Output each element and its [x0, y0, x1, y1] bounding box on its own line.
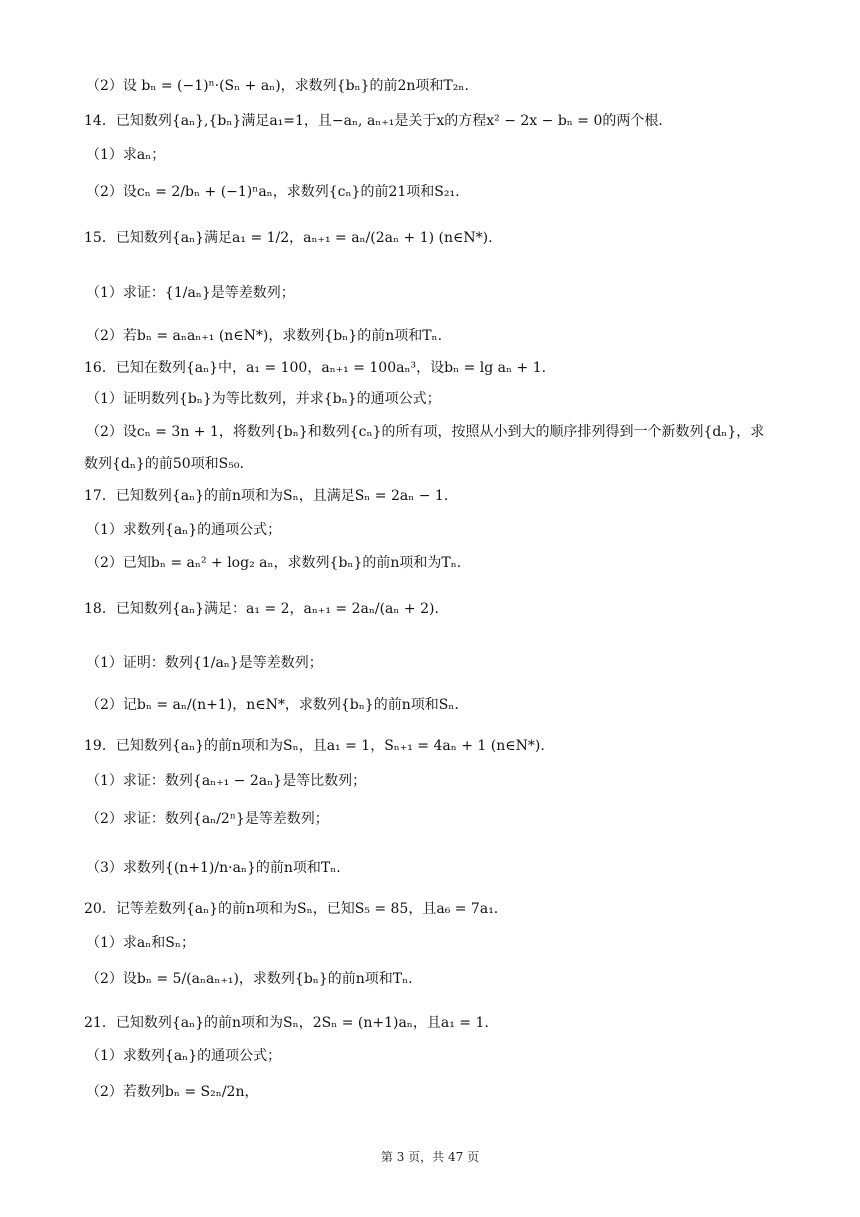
- problem-15: 15．已知数列{aₙ}满足a₁ = 1/2，aₙ₊₁ = aₙ/(2aₙ + 1) (n∈N*).: [84, 230, 493, 246]
- problem-17: 17．已知数列{aₙ}的前n项和为Sₙ，且满足Sₙ = 2aₙ − 1.: [84, 488, 449, 504]
- text-line: （1）求aₙ；: [86, 147, 166, 163]
- text-line: （2）求证：数列{aₙ/2ⁿ}是等差数列；: [86, 811, 329, 827]
- text-line: （1）求数列{aₙ}的通项公式；: [86, 522, 282, 538]
- problem-19: 19．已知数列{aₙ}的前n项和为Sₙ，且a₁ = 1，Sₙ₊₁ = 4aₙ + 1 (n∈N*).: [84, 738, 545, 754]
- page-footer: 第 3 页，共 47 页: [380, 1150, 480, 1164]
- problem-20: 20．记等差数列{aₙ}的前n项和为Sₙ，已知S₅ = 85，且a₆ = 7a₁.: [84, 901, 499, 917]
- problem-14: 14．已知数列{aₙ},{bₙ}满足a₁=1，且−aₙ, aₙ₊₁是关于x的方程x² − 2x − bₙ = 0的两个根.: [84, 113, 663, 129]
- text-line: （1）求数列{aₙ}的通项公式；: [86, 1048, 282, 1064]
- text-line: （2）记bₙ = aₙ/(n+1)，n∈N*，求数列{bₙ}的前n项和Sₙ.: [86, 697, 459, 713]
- text-line: （1）证明：数列{1/aₙ}是等差数列；: [86, 655, 323, 671]
- text-line: （2）设cₙ = 3n + 1，将数列{bₙ}和数列{cₙ}的所有项，按照从小到大的顺序排列得到一个新数列{dₙ}，求: [86, 424, 765, 440]
- problem-21: 21．已知数列{aₙ}的前n项和为Sₙ，2Sₙ = (n+1)aₙ，且a₁ = 1.: [84, 1015, 489, 1031]
- problem-16: 16．已知在数列{aₙ}中，a₁ = 100，aₙ₊₁ = 100aₙ³，设bₙ = lg aₙ + 1.: [84, 360, 547, 376]
- text-line: （1）求证：数列{aₙ₊₁ − 2aₙ}是等比数列；: [86, 773, 367, 789]
- text-line: （2）若bₙ = aₙaₙ₊₁ (n∈N*)，求数列{bₙ}的前n项和Tₙ.: [86, 328, 443, 344]
- text-line: （3）求数列{(n+1)/n·aₙ}的前n项和Tₙ.: [86, 860, 341, 876]
- problem-18: 18．已知数列{aₙ}满足：a₁ = 2，aₙ₊₁ = 2aₙ/(aₙ + 2).: [84, 601, 439, 617]
- text-line: （2）若数列bₙ = S₂ₙ/2n，: [86, 1084, 259, 1100]
- text-line: （2）设cₙ = 2/bₙ + (−1)ⁿaₙ，求数列{cₙ}的前21项和S₂₁.: [86, 184, 460, 200]
- text-line: （1）求证：{1/aₙ}是等差数列；: [86, 285, 295, 301]
- text-line: （2）设 bₙ = (−1)ⁿ·(Sₙ + aₙ)，求数列{bₙ}的前2n项和T₂ₙ.: [86, 78, 469, 94]
- text-line: 数列{dₙ}的前50项和S₅₀.: [84, 456, 244, 472]
- text-line: （2）设bₙ = 5/(aₙaₙ₊₁)，求数列{bₙ}的前n项和Tₙ.: [86, 971, 413, 987]
- text-line: （1）证明数列{bₙ}为等比数列，并求{bₙ}的通项公式；: [86, 391, 441, 407]
- text-line: （2）已知bₙ = aₙ² + log₂ aₙ，求数列{bₙ}的前n项和为Tₙ.: [86, 555, 462, 571]
- text-line: （1）求aₙ和Sₙ；: [86, 935, 195, 951]
